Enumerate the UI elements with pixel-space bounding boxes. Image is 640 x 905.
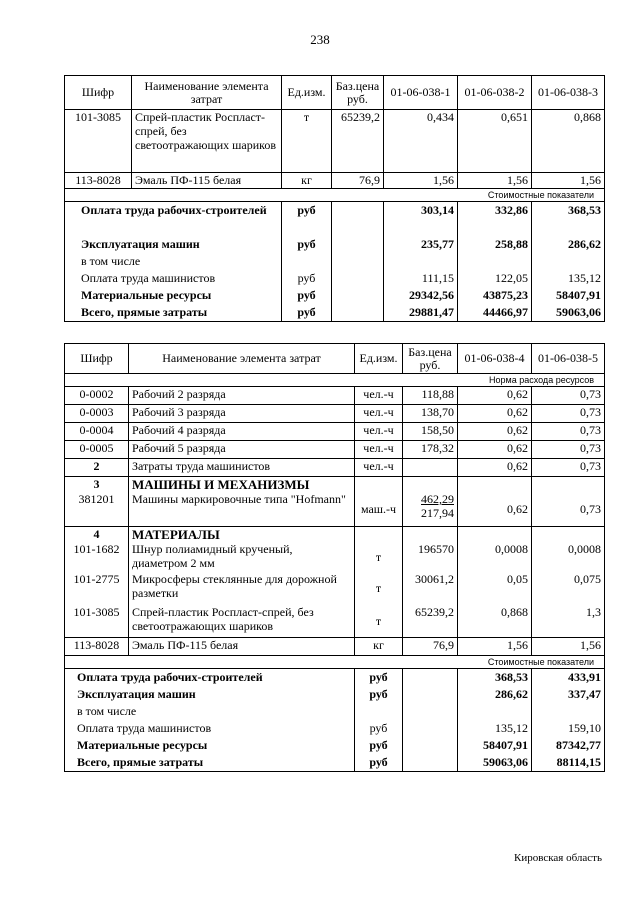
table-row [65,638,605,656]
section-row [65,189,605,202]
cost-unit: руб [282,287,332,304]
cost-v3: 135,12 [532,270,605,287]
row-v3: 1,56 [532,173,605,189]
cost-name: Эксплуатация машин [65,236,282,253]
row-unit: чел.-ч [355,405,403,423]
row-price: 65239,2 [332,110,384,173]
cost-row [65,236,605,253]
cost-v3: 368,53 [532,202,605,236]
header-code: Шифр [65,76,132,110]
cost-price [403,720,458,737]
footer-region: Кировская область [513,852,602,864]
row-unit: чел.-ч [355,459,403,477]
group-v5 [532,526,605,542]
table-row [65,459,605,477]
header-col1: 01-06-038-1 [384,76,458,110]
header-price: Баз.цена руб. [403,344,458,374]
table-row [65,492,605,526]
cost-price [332,236,384,253]
row-v4: 0,62 [458,441,532,459]
group-code: 4 [65,526,129,542]
row-v3: 0,868 [532,110,605,173]
row-code: 381201 [65,492,129,526]
row-name: Эмаль ПФ-115 белая [132,173,282,189]
cost-table-1 [64,75,605,322]
group-name: МАШИНЫ И МЕХАНИЗМЫ [129,477,355,493]
row-name: Микросферы стеклянные для дорожной разметки [129,572,355,605]
header-col2: 01-06-038-2 [458,76,532,110]
cost-v2: 43875,23 [458,287,532,304]
header-col5: 01-06-038-5 [532,344,605,374]
cost-table-2 [64,343,605,772]
row-v5: 0,075 [532,572,605,605]
row-code: 101-3085 [65,110,132,173]
header-price: Баз.цена руб. [332,76,384,110]
cost-v5: 88114,15 [532,754,605,772]
cost-v1: 29342,56 [384,287,458,304]
cost-v4: 135,12 [458,720,532,737]
cost-unit: руб [355,686,403,703]
row-v4: 0,62 [458,492,532,526]
row-unit: кг [355,638,403,656]
cost-row [65,754,605,772]
cost-price [332,202,384,236]
row-name: Рабочий 3 разряда [129,405,355,423]
table-row [65,173,605,189]
row-unit: чел.-ч [355,441,403,459]
row-v4: 0,05 [458,572,532,605]
row-name: Рабочий 2 разряда [129,387,355,405]
cost-price [403,669,458,687]
cost-price [332,253,384,270]
header-unit: Ед.изм. [355,344,403,374]
row-v4: 0,62 [458,423,532,441]
section-row [65,374,605,387]
row-price: 138,70 [403,405,458,423]
row-name: Эмаль ПФ-115 белая [129,638,355,656]
cost-row [65,703,605,720]
cost-name: Оплата труда рабочих-строителей [65,669,355,687]
group-header-row [65,477,605,493]
row-code: 101-2775 [65,572,129,605]
row-v5: 1,3 [532,605,605,638]
table-row [65,405,605,423]
cost-row [65,720,605,737]
norm-label: Норма расхода ресурсов [65,374,605,387]
row-price: 196570 [403,542,458,572]
cost-v2: 258,88 [458,236,532,253]
cost-row [65,202,605,236]
row-name: Спрей-пластик Роспласт-спрей, без светоотражающих шариков [129,605,355,638]
cost-v1: 111,15 [384,270,458,287]
cost-v4: 368,53 [458,669,532,687]
row-unit: чел.-ч [355,387,403,405]
row-v5: 0,73 [532,405,605,423]
cost-v5: 337,47 [532,686,605,703]
row-code: 101-3085 [65,605,129,638]
row-unit: кг [282,173,332,189]
row-price: 65239,2 [403,605,458,638]
row-v2: 0,651 [458,110,532,173]
cost-name: Материальные ресурсы [65,287,282,304]
row-code: 2 [65,459,129,477]
table-header-row [65,344,605,374]
row-unit: маш.-ч [355,492,403,526]
cost-v5: 159,10 [532,720,605,737]
row-unit: чел.-ч [355,423,403,441]
cost-v4: 286,62 [458,686,532,703]
row-name: Затраты труда машинистов [129,459,355,477]
row-v2: 1,56 [458,173,532,189]
row-code: 113-8028 [65,173,132,189]
row-price: 76,9 [403,638,458,656]
cost-price [403,686,458,703]
cost-unit: руб [282,304,332,322]
row-price: 118,88 [403,387,458,405]
cost-v3: 58407,91 [532,287,605,304]
table-row [65,441,605,459]
row-name: Рабочий 5 разряда [129,441,355,459]
row-v4: 0,868 [458,605,532,638]
table-row [65,542,605,572]
cost-name: Материальные ресурсы [65,737,355,754]
header-col4: 01-06-038-4 [458,344,532,374]
price-main: 462,29 [421,492,454,506]
row-v5: 0,73 [532,492,605,526]
row-code: 113-8028 [65,638,129,656]
cost-v2: 332,86 [458,202,532,236]
row-code: 0-0002 [65,387,129,405]
price-sub: 217,94 [421,506,454,520]
cost-v4 [458,703,532,720]
cost-unit: руб [355,720,403,737]
group-v5 [532,477,605,493]
cost-row [65,270,605,287]
cost-price [332,287,384,304]
row-v4: 0,62 [458,387,532,405]
group-header-row [65,526,605,542]
cost-price [332,270,384,287]
cost-v4: 58407,91 [458,737,532,754]
table-header-row [65,76,605,110]
row-unit: т [355,605,403,638]
cost-price [403,754,458,772]
cost-row [65,686,605,703]
cost-unit: руб [355,754,403,772]
header-unit: Ед.изм. [282,76,332,110]
cost-row [65,737,605,754]
cost-price [403,703,458,720]
cost-v1: 303,14 [384,202,458,236]
group-unit [355,477,403,493]
row-price: 30061,2 [403,572,458,605]
group-code: 3 [65,477,129,493]
section-label: Стоимостные показатели [65,656,605,669]
row-unit: т [282,110,332,173]
cost-unit: руб [355,737,403,754]
row-v1: 1,56 [384,173,458,189]
row-v5: 0,73 [532,423,605,441]
cost-name: Эксплуатация машин [65,686,355,703]
cost-v5: 433,91 [532,669,605,687]
cost-v1 [384,253,458,270]
cost-name: Оплата труда рабочих-строителей [65,202,282,236]
cost-name: Всего, прямые затраты [65,304,282,322]
section-row [65,656,605,669]
row-name: Спрей-пластик Роспласт-спрей, без светоотражающих шариков [132,110,282,173]
cost-name: Всего, прямые затраты [65,754,355,772]
cost-v1: 235,77 [384,236,458,253]
cost-v5 [532,703,605,720]
row-price: 76,9 [332,173,384,189]
header-col3: 01-06-038-3 [532,76,605,110]
cost-name: в том числе [65,253,282,270]
group-v4 [458,526,532,542]
section-label: Стоимостные показатели [65,189,605,202]
cost-name: Оплата труда машинистов [65,270,282,287]
cost-v2: 44466,97 [458,304,532,322]
row-v1: 0,434 [384,110,458,173]
cost-v3: 59063,06 [532,304,605,322]
row-code: 0-0005 [65,441,129,459]
row-v5: 1,56 [532,638,605,656]
group-v4 [458,477,532,493]
cost-price [332,304,384,322]
header-code: Шифр [65,344,129,374]
cost-row [65,669,605,687]
cost-v2: 122,05 [458,270,532,287]
row-name: Рабочий 4 разряда [129,423,355,441]
row-price: 158,50 [403,423,458,441]
cost-v2 [458,253,532,270]
cost-unit: руб [282,202,332,236]
cost-unit: руб [282,270,332,287]
cost-v4: 59063,06 [458,754,532,772]
row-price: 178,32 [403,441,458,459]
row-price [403,459,458,477]
table-row [65,605,605,638]
page-number: 238 [310,32,330,47]
group-price [403,526,458,542]
row-name: Машины маркировочные типа "Hofmann" [129,492,355,526]
cost-row [65,304,605,322]
cost-unit: руб [355,669,403,687]
table-row [65,387,605,405]
cost-name: Оплата труда машинистов [65,720,355,737]
row-code: 0-0003 [65,405,129,423]
cost-v3: 286,62 [532,236,605,253]
row-name: Шнур полиамидный крученый, диаметром 2 мм [129,542,355,572]
row-price [403,492,458,526]
group-price [403,477,458,493]
row-v4: 1,56 [458,638,532,656]
row-v4: 0,0008 [458,542,532,572]
row-v4: 0,62 [458,405,532,423]
cost-v5: 87342,77 [532,737,605,754]
header-name: Наименование элемента затрат [132,76,282,110]
table-row [65,423,605,441]
cost-unit [282,253,332,270]
group-unit [355,526,403,542]
cost-v3 [532,253,605,270]
cost-unit: руб [282,236,332,253]
group-name: МАТЕРИАЛЫ [129,526,355,542]
cost-name: в том числе [65,703,355,720]
cost-row [65,253,605,270]
row-unit: т [355,542,403,572]
row-v5: 0,0008 [532,542,605,572]
cost-v1: 29881,47 [384,304,458,322]
row-code: 0-0004 [65,423,129,441]
row-v5: 0,73 [532,459,605,477]
row-unit: т [355,572,403,605]
row-v5: 0,73 [532,441,605,459]
header-name: Наименование элемента затрат [129,344,355,374]
cost-unit [355,703,403,720]
row-v4: 0,62 [458,459,532,477]
cost-price [403,737,458,754]
cost-row [65,287,605,304]
table-row [65,110,605,173]
table-row [65,572,605,605]
row-v5: 0,73 [532,387,605,405]
row-code: 101-1682 [65,542,129,572]
